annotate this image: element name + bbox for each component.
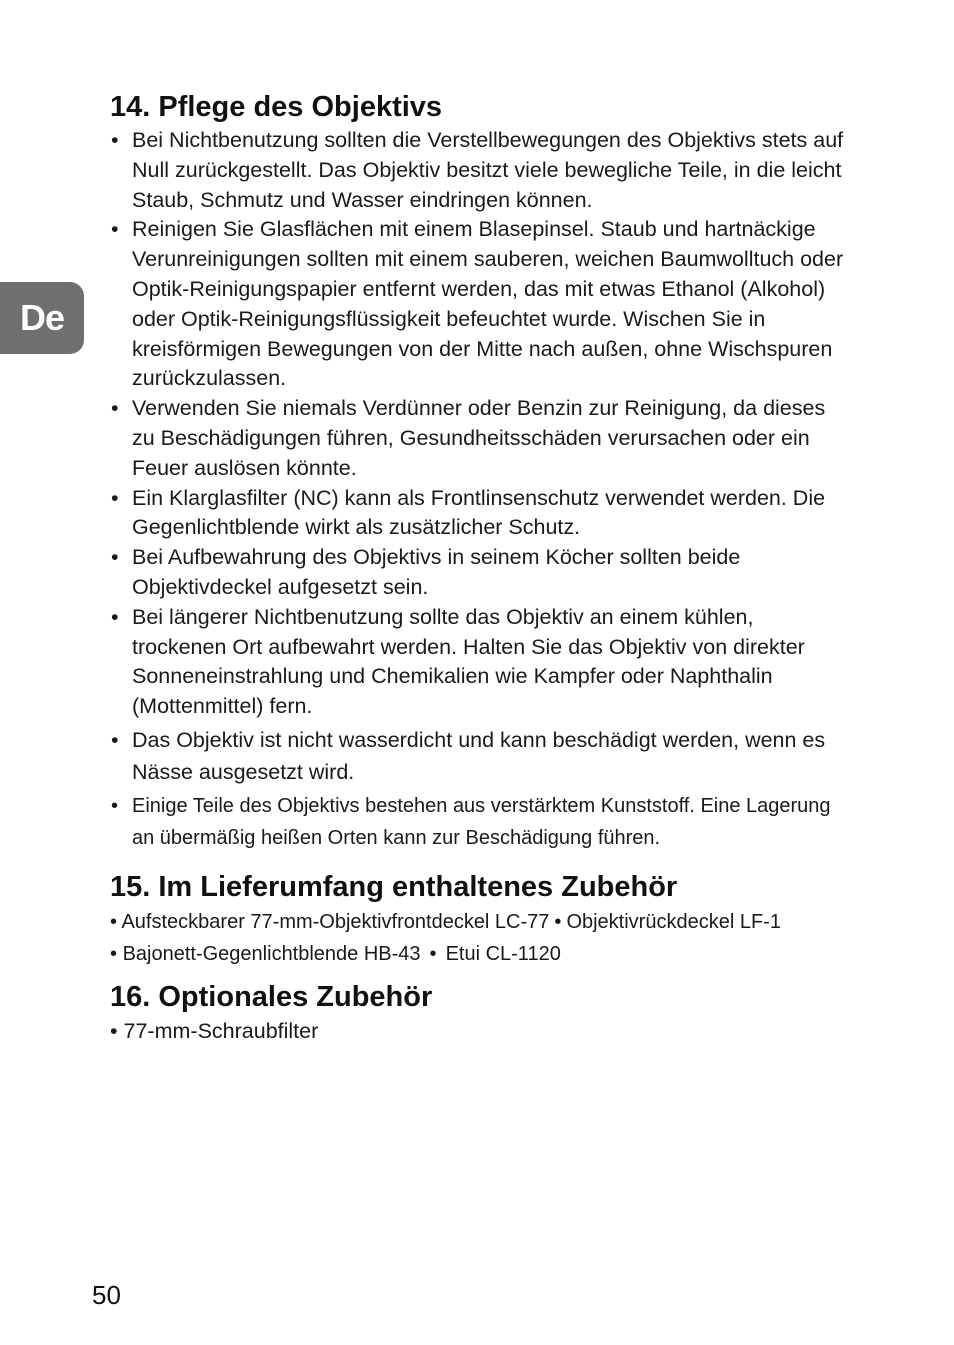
accessory-line-1 — [110, 906, 850, 938]
section-14-title: 14. Pflege des Objektivs — [110, 91, 443, 123]
accessory-item: Objektivrückdeckel LF-1 — [566, 910, 781, 933]
bullet: • — [429, 942, 437, 965]
section-14-list — [110, 126, 850, 854]
list-item: • Einige Teile des Objektivs bestehen aus verstärktem Kunststoff. Eine Lagerung an übermäßig heißen Orten kann zur Beschädigung führen. — [110, 790, 850, 854]
list-item: • Bei Nichtbenutzung sollten die Verstellbewegungen des Objektivs stets auf Null zurückgestellt. Das Objektiv besitzt viele bewegliche Teile, in die leicht Staub, Schmutz und Wasser eindringen können. — [110, 126, 850, 215]
bullet: • — [110, 1018, 118, 1043]
list-item: • Bei längerer Nichtbenutzung sollte das Objektiv an einem kühlen, trockenen Ort aufbewahrt werden. Halten Sie das Objektiv von direkter Sonneneinstrahlung und Chemikalien wie Kampfer oder Naphthalin (Mottenmittel) fern. — [110, 603, 850, 722]
bullet: • — [110, 910, 118, 933]
optional-accessory-line — [110, 1016, 850, 1046]
accessory-line-2 — [110, 938, 850, 970]
list-item: • Reinigen Sie Glasflächen mit einem Blasepinsel. Staub und hartnäckige Verunreinigungen sollten mit einem sauberen, weichen Baumwolltuch oder Optik-Reinigungspapier entfernt werden, das mit etwas Ethanol (Alkohol) oder Optik-Reinigungsflüssigkeit befeuchtet wurde. Wischen Sie in kreisförmigen Bewegungen von der Mitte nach außen, ohne Wischspuren zurückzulassen. — [110, 215, 850, 394]
language-tab — [0, 282, 84, 354]
page-content — [110, 88, 850, 1046]
list-item: • Bei Aufbewahrung des Objektivs in seinem Köcher sollten beide Objektivdeckel aufgesetzt sein. — [110, 543, 850, 603]
optional-accessory-item: 77-mm-Schraubfilter — [123, 1018, 319, 1043]
accessory-item: Aufsteckbarer 77-mm-Objektivfrontdeckel LC-77 — [121, 910, 550, 933]
accessory-item: Bajonett-Gegenlichtblende HB-43 — [122, 942, 421, 965]
list-item: • Das Objektiv ist nicht wasserdicht und kann beschädigt werden, wenn es Nässe ausgesetzt wird. — [110, 724, 850, 788]
list-item: • Ein Klarglasfilter (NC) kann als Frontlinsenschutz verwendet werden. Die Gegenlichtblende wirkt als zusätzlicher Schutz. — [110, 484, 850, 544]
page-number: 50 — [92, 1280, 121, 1310]
list-item: • Verwenden Sie niemals Verdünner oder Benzin zur Reinigung, da dieses zu Beschädigungen führen, Gesundheitsschäden verursachen oder ein Feuer auslösen könnte. — [110, 394, 850, 483]
language-tab-label: De — [19, 297, 65, 338]
bullet: • — [554, 910, 562, 933]
section-15-title: 15. Im Lieferumfang enthaltenes Zubehör — [110, 870, 678, 903]
bullet: • — [110, 942, 118, 965]
accessory-item: Etui CL-1120 — [445, 942, 561, 965]
section-16-title: 16. Optionales Zubehör — [110, 980, 433, 1013]
